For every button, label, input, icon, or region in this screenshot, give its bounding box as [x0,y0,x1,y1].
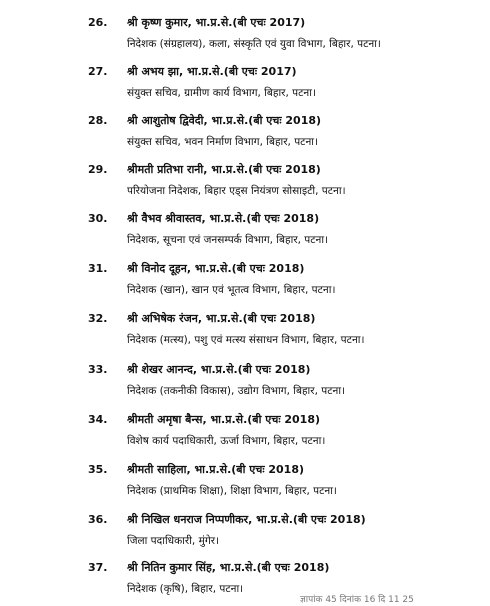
entry-number: 27. [88,65,108,78]
officer-posting: निदेशक (मत्स्य), पशु एवं मत्स्य संसाधन विभाग, बिहार, पटना। [127,334,365,346]
officer-name: श्रीमती प्रतिभा रानी, भा.प्र.से.(बी एचः 2018) [127,163,321,176]
list-item [0,512,490,556]
list-item [0,261,490,305]
officer-posting: निदेशक (खान), खान एवं भूतत्व विभाग, बिहार, पटना। [127,284,336,296]
officer-name: श्री कृष्ण कुमार, भा.प्र.से.(बी एचः 2017) [127,16,306,29]
entry-number: 30. [88,212,108,225]
entry-number: 34. [88,413,108,426]
officer-posting: जिला पदाधिकारी, मुंगेर। [127,535,220,547]
officer-posting: परियोजना निदेशक, बिहार एड्स नियंत्रण सोसाइटी, पटना। [127,185,346,197]
list-item [0,211,490,255]
page-footer-reference: ज्ञापांक 45 दिनांक 16 दि 11 25 [300,595,414,605]
officer-posting: निदेशक (प्राथमिक शिक्षा), शिक्षा विभाग, बिहार, पटना। [127,485,337,497]
officer-name: श्री विनोद दूहन, भा.प्र.से.(बी एचः 2018) [127,262,305,275]
officer-posting: निदेशक (कृषि), बिहार, पटना। [127,583,244,595]
officer-name: श्री अभय झा, भा.प्र.से.(बी एचः 2017) [127,65,297,78]
officer-name: श्री आशुतोष द्विवेदी, भा.प्र.से.(बी एचः 2018) [127,114,322,127]
list-item [0,64,490,108]
entry-number: 33. [88,363,108,376]
entry-number: 37. [88,561,108,574]
officer-name: श्री अभिषेक रंजन, भा.प्र.से.(बी एचः 2018) [127,312,316,325]
officer-posting: संयुक्त सचिव, ग्रामीण कार्य विभाग, बिहार, पटना। [127,87,316,99]
officer-posting: निदेशक (तकनीकी विकास), उद्योग विभाग, बिहार, पटना। [127,385,346,397]
entry-number: 28. [88,114,108,127]
list-item [0,311,490,355]
list-item [0,362,490,406]
officer-posting: निदेशक, सूचना एवं जनसम्पर्क विभाग, बिहार, पटना। [127,234,329,246]
entry-number: 36. [88,513,108,526]
entry-number: 35. [88,463,108,476]
officer-posting: निदेशक (संग्रहालय), कला, संस्कृति एवं युवा विभाग, बिहार, पटना। [127,38,381,50]
list-item [0,462,490,506]
officer-name: श्री निखिल धनराज निप्पणीकर, भा.प्र.से.(बी एचः 2018) [127,513,366,526]
officer-name: श्रीमती साहिला, भा.प्र.से.(बी एचः 2018) [127,463,305,476]
entry-number: 26. [88,16,108,29]
officer-name: श्री नितिन कुमार सिंह, भा.प्र.से.(बी एचः 2018) [127,561,330,574]
list-item [0,15,490,59]
officer-name: श्रीमती अमृषा बैन्स, भा.प्र.से.(बी एचः 2018) [127,413,321,426]
entry-number: 29. [88,163,108,176]
entry-number: 31. [88,262,108,275]
list-item [0,412,490,456]
officer-name: श्री शेखर आनन्द, भा.प्र.से.(बी एचः 2018) [127,363,311,376]
officer-name: श्री वैभव श्रीवास्तव, भा.प्र.से.(बी एचः 2018) [127,212,320,225]
list-item [0,162,490,206]
entry-number: 32. [88,312,108,325]
officer-posting: संयुक्त सचिव, भवन निर्माण विभाग, बिहार, पटना। [127,136,319,148]
officer-posting: विशेष कार्य पदाधिकारी, ऊर्जा विभाग, बिहार, पटना। [127,435,326,447]
list-item [0,113,490,157]
